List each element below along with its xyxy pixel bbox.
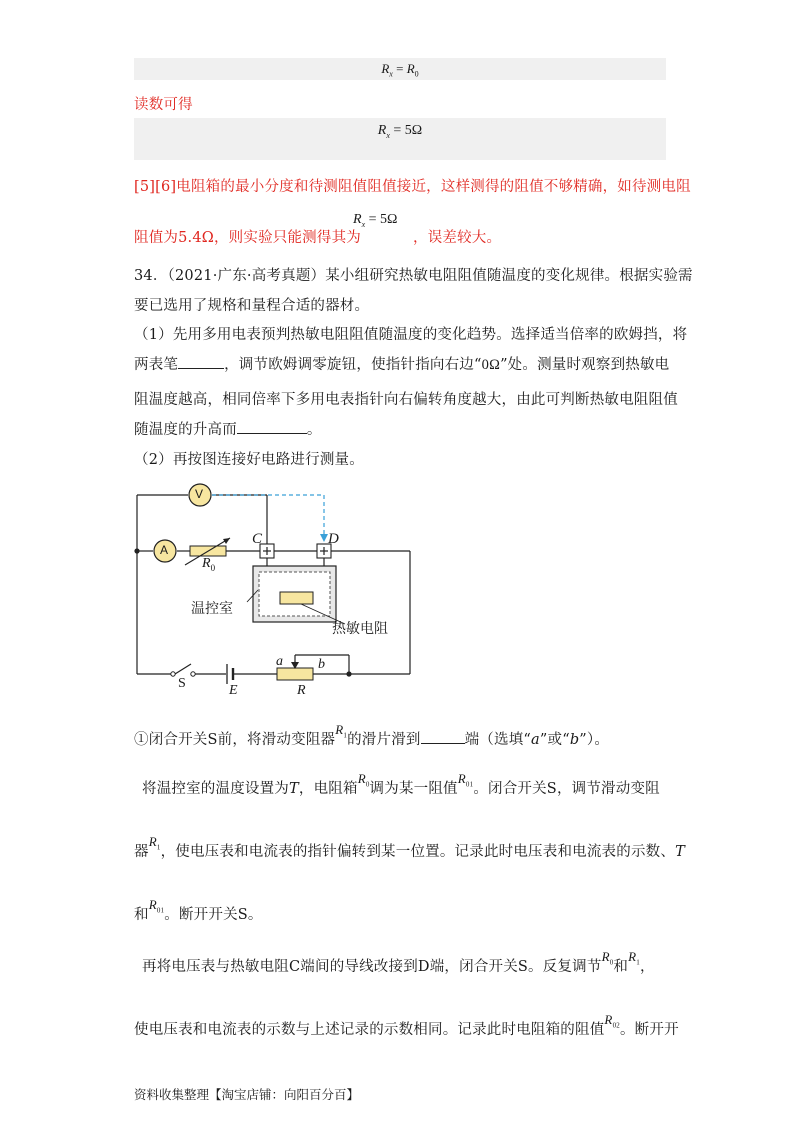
analysis-line-2b: ，误差较大。 <box>413 230 502 246</box>
step-5b: 和 <box>613 959 629 975</box>
part1-line-4 <box>134 418 322 439</box>
step-3b: ，使电压表和电流表的指针偏转到某一位置。记录此时电压表和电流表的示数、 <box>160 844 676 860</box>
step-2 <box>142 771 660 799</box>
step-1a: ①闭合开关S前，将滑动变阻器 <box>134 732 336 748</box>
step-5 <box>142 949 655 977</box>
part2-text: （2）再按图连接好电路进行测量。 <box>134 452 364 468</box>
step-6 <box>134 1012 679 1040</box>
step-1g: ”）。 <box>579 732 610 748</box>
part1-line-1: （1）先用多用电表预判热敏电阻阻值随温度的变化趋势。选择适当倍率的欧姆挡，将 <box>134 327 688 343</box>
answer-blank-1 <box>178 367 224 369</box>
step-6a: 使电压表和电流表的示数与上述记录的示数相同。记录此时电阻箱的阻值 <box>134 1022 605 1038</box>
label-d: D <box>328 531 339 547</box>
label-e: E <box>229 683 238 698</box>
symbol-r1: $R_1$ <box>335 722 348 740</box>
symbol-r02: $R_{02}$ <box>604 1012 620 1030</box>
label-temperature-chamber: 温控室 <box>191 601 233 617</box>
step-3a: 器 <box>134 844 149 860</box>
label-a: a <box>276 654 283 669</box>
question-header-line-2: 要已选用了规格和量程合适的器材。 <box>134 298 370 314</box>
step-4 <box>134 897 263 925</box>
part1-line-2b: ，调节欧姆调零旋钮，使指针指向右边“ <box>224 357 482 373</box>
symbol-t: T <box>289 781 299 797</box>
symbol-r1-2: $R_1$ <box>148 834 161 852</box>
step-6b: 。断开开 <box>619 1022 679 1038</box>
label-s: S <box>178 676 186 691</box>
step-4b: 。断开开关S。 <box>164 907 263 923</box>
question-header-line-1: 34．（2021·广东·高考真题）某小组研究热敏电阻阻值随温度的变化规律。根据实验需 <box>134 268 693 284</box>
part1-line-2 <box>134 353 669 374</box>
part1-line-2a: 两表笔 <box>134 357 179 373</box>
thermistor <box>280 592 313 604</box>
symbol-r01: $R_{01}$ <box>457 771 474 789</box>
part1-line-4a: 随温度的升高而 <box>134 422 237 438</box>
answer-blank-2 <box>237 432 307 434</box>
step-2d: 调为某一阻值 <box>369 781 458 797</box>
step-1e: ”或“ <box>539 732 570 748</box>
analysis-line-1: [5][6]电阻箱的最小分度和待测阻值阻值接近，这样测得的阻值不够精确，如待测电阻 <box>134 179 691 195</box>
label-b: b <box>318 657 325 672</box>
symbol-t-2: T <box>675 844 685 860</box>
step-5c: ， <box>639 959 655 975</box>
equation-box-1 <box>134 58 666 80</box>
label-ammeter: A <box>160 543 169 557</box>
analysis-line-2a: 阻值为5.4Ω，则实验只能测得其为 <box>134 230 361 246</box>
equation-rx-5ohm: $R_x = 5\Omega$ <box>377 123 423 140</box>
step-5a: 再将电压表与热敏电阻C端间的导线改接到D端，闭合开关S。反复调节 <box>142 959 602 975</box>
page-footer: 资料收集整理【淘宝店铺：向阳百分百】 <box>134 1087 360 1102</box>
zero-ohm-symbol: 0Ω <box>481 357 501 373</box>
label-voltmeter: V <box>195 487 204 501</box>
part1-line-2d: ”处。测量时观察到热敏电 <box>500 357 670 373</box>
step-3 <box>134 834 685 862</box>
step-1 <box>134 722 610 750</box>
symbol-r0-2: $R_0$ <box>601 949 614 967</box>
label-r: R <box>297 683 306 698</box>
read-result-text: 读数可得 <box>134 97 193 113</box>
equation-rx-r0: $R_x = R_0$ <box>381 61 419 79</box>
label-thermistor: 热敏电阻 <box>332 621 388 637</box>
step-4a: 和 <box>134 907 149 923</box>
step-2a: 将温控室的温度设置为 <box>142 781 289 797</box>
circuit-diagram <box>125 478 425 708</box>
symbol-r01-2: $R_{01}$ <box>148 897 165 915</box>
part1-line-3: 阻温度越高，相同倍率下多用电表指针向右偏转角度越大，由此可判断热敏电阻阻值 <box>134 392 678 408</box>
equation-box-2 <box>134 118 666 160</box>
option-a: a <box>531 732 540 748</box>
label-r0: $R_0$ <box>202 556 216 573</box>
part1-line-4b: 。 <box>306 422 322 438</box>
step-1c: 端（选填“ <box>464 732 532 748</box>
step-2c: ，电阻箱 <box>298 781 358 797</box>
answer-blank-3 <box>421 742 465 744</box>
option-b: b <box>569 732 580 748</box>
symbol-r0: $R_0$ <box>357 771 370 789</box>
step-1b: 的滑片滑到 <box>347 732 421 748</box>
label-c: C <box>252 531 263 547</box>
step-2e: 。闭合开关S，调节滑动变阻 <box>473 781 660 797</box>
symbol-r1-3: $R_1$ <box>628 949 640 967</box>
equation-inline-rx: $R_x = 5\Omega$ <box>353 212 398 229</box>
